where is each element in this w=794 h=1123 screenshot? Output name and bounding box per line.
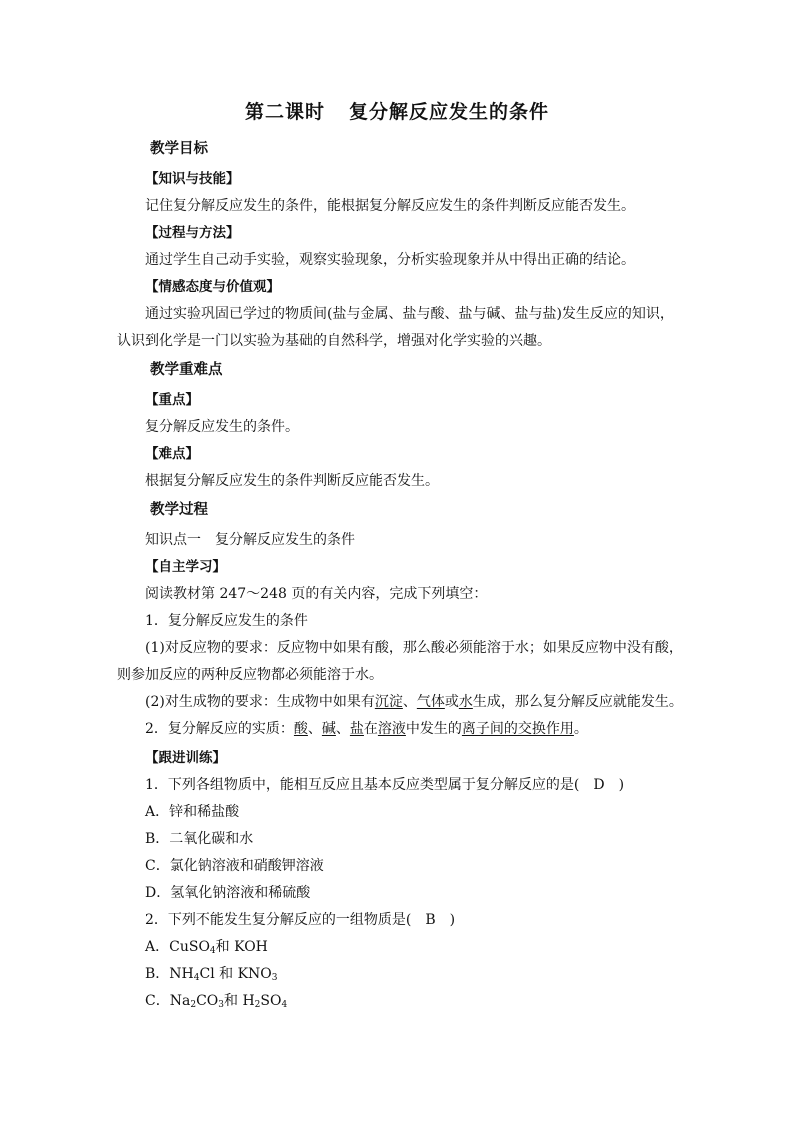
blank-ion-exchange: 离子间的交换作用 <box>461 721 574 737</box>
objectives-heading: 教学目标 <box>150 140 208 157</box>
process-heading: 教学过程 <box>150 501 208 518</box>
q1-option-a: A．锌和稀盐酸 <box>145 804 240 820</box>
q1-option-c: C．氯化钠溶液和硝酸钾溶液 <box>145 858 324 874</box>
title-part2: 复分解反应发生的条件 <box>349 101 550 123</box>
q2-option-b: B．$NH_4Cl$ 和 $KNO_3$ <box>145 966 278 983</box>
title-part1: 第二课时 <box>244 101 325 123</box>
process-method-text: 通过学生自己动手实验，观察实验现象，分析实验现象并从中得出正确的结论。 <box>145 252 635 268</box>
reading-instruction: 阅读教材第 247～248 页的有关内容，完成下列填空： <box>145 586 488 602</box>
key-text: 复分解反应发生的条件。 <box>145 419 299 435</box>
difficult-text: 根据复分解反应发生的条件判断反应能否发生。 <box>145 473 439 489</box>
question-2: 2．下列不能发生复分解反应的一组物质是( B ) <box>145 912 456 928</box>
item-1: 1．复分解反应发生的条件 <box>145 613 308 629</box>
training-label: 【跟进训练】 <box>145 750 226 766</box>
key-label: 【重点】 <box>145 392 199 408</box>
attitude-label: 【情感态度与价值观】 <box>145 279 280 295</box>
question-1: 1．下列各组物质中，能相互反应且基本反应类型属于复分解反应的是( D ) <box>145 777 625 793</box>
blank-water: 水 <box>458 694 473 710</box>
blank-base: 碱 <box>321 721 336 737</box>
question-1-answer: D <box>593 777 605 793</box>
knowledge-point-1: 知识点一 复分解反应发生的条件 <box>145 532 355 548</box>
blank-precipitate: 沉淀 <box>374 694 403 710</box>
page-title <box>0 97 794 124</box>
reaction-essence: 2．复分解反应的实质：酸、碱、盐在溶液中发生的离子间的交换作用。 <box>145 721 588 737</box>
blank-acid: 酸 <box>293 721 308 737</box>
product-requirement: (2)对生成物的要求：生成物中如果有沉淀、气体或水生成，那么复分解反应就能发生。 <box>145 694 683 710</box>
question-2-answer: B <box>425 912 436 928</box>
reactant-requirement-line2: 则参加反应的两种反应物都必须能溶于水。 <box>117 667 383 683</box>
reactant-requirement-line1: (1)对反应物的要求：反应物中如果有酸，那么酸必须能溶于水；如果反应物中没有酸， <box>145 640 683 656</box>
key-points-heading: 教学重难点 <box>150 361 223 378</box>
difficult-label: 【难点】 <box>145 446 199 462</box>
process-method-label: 【过程与方法】 <box>145 225 240 241</box>
q1-option-d: D．氢氧化钠溶液和稀硫酸 <box>145 885 311 901</box>
blank-solution: 溶液 <box>377 721 406 737</box>
knowledge-label: 【知识与技能】 <box>145 171 240 187</box>
attitude-text-line2: 认识到化学是一门以实验为基础的自然科学，增强对化学实验的兴趣。 <box>117 333 551 349</box>
knowledge-text: 记住复分解反应发生的条件，能根据复分解反应发生的条件判断反应能否发生。 <box>145 198 635 214</box>
self-study-label: 【自主学习】 <box>145 559 226 575</box>
q2-option-a: A．CuSO$_4$和 KOH <box>145 939 268 956</box>
blank-salt: 盐 <box>349 721 364 737</box>
blank-gas: 气体 <box>416 694 445 710</box>
q2-option-c: C．$Na_2CO_3$和 $H_2SO_4$ <box>145 993 288 1010</box>
attitude-text-line1: 通过实验巩固已学过的物质间(盐与金属、盐与酸、盐与碱、盐与盐)发生反应的知识， <box>145 306 674 322</box>
q1-option-b: B．二氧化碳和水 <box>145 831 254 847</box>
